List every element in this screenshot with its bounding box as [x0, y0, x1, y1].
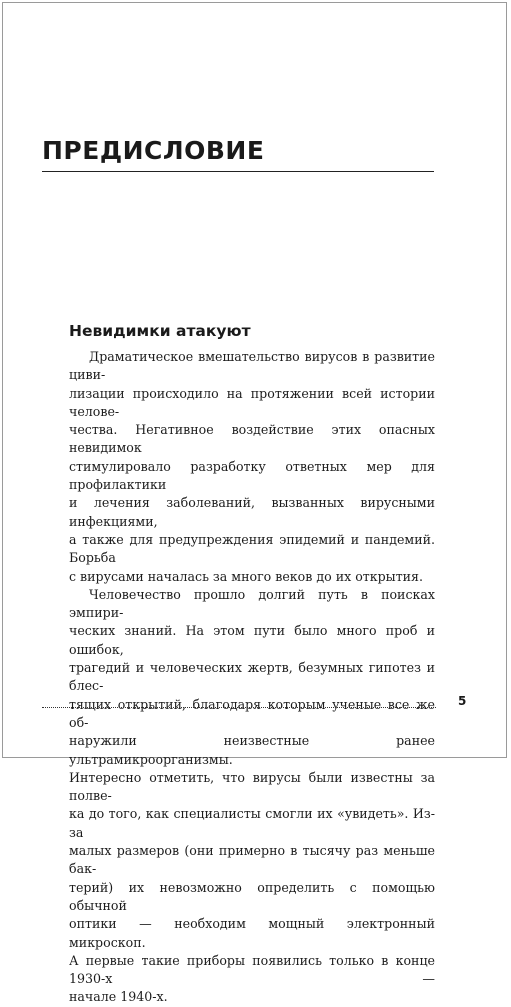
- page-number: 5: [458, 694, 467, 708]
- text-line: тящих открытий, благодаря которым ученые все же об-: [69, 696, 435, 730]
- text-line: терий) их невозможно определить с помощью обычной: [69, 879, 435, 913]
- text-line: наружили неизвестные ранее ультрамикроорганизмы.: [69, 733, 435, 767]
- text-line: с вирусами началась за много веков до их открытия.: [69, 568, 424, 584]
- text-line: Интересно отметить, что вирусы были известны за полве-: [69, 769, 435, 804]
- text-line: трагедий и человеческих жертв, безумных гипотез и блес-: [69, 660, 435, 694]
- text-line: лизации происходило на протяжении всей истории челове-: [69, 385, 435, 419]
- text-line: и лечения заболеваний, вызванных вирусными инфекциями,: [69, 495, 435, 529]
- text-line: Человечество прошло долгий путь в поисках эмпири-: [69, 586, 435, 621]
- book-page: [2, 2, 507, 1005]
- text-line: стимулировало разработку ответных мер для профилактики: [69, 458, 435, 493]
- text-line: а также для предупреждения эпидемий и пандемий. Борьба: [69, 531, 435, 566]
- text-line: Драматическое вмешательство вирусов в развитие циви-: [69, 349, 435, 383]
- text-line: А первые такие приборы появились только в конце 1930-х —: [69, 952, 435, 987]
- section-heading: Невидимки атакуют: [69, 322, 251, 340]
- body-text: [69, 348, 435, 1007]
- title-underline: [42, 171, 434, 172]
- text-line: оптики — необходим мощный электронный микроскоп.: [69, 916, 435, 950]
- text-line: малых размеров (они примерно в тысячу раз меньше бак-: [69, 843, 435, 877]
- footer-dotted-rule: [42, 707, 436, 708]
- chapter-title: ПРЕДИСЛОВИЕ: [42, 136, 265, 165]
- text-line: начале 1940-х.: [69, 989, 168, 1005]
- text-line: чества. Негативное воздействие этих опасных невидимок: [69, 422, 435, 456]
- text-line: ка до того, как специалисты смогли их «увидеть». Из-за: [69, 806, 435, 840]
- text-line: ческих знаний. На этом пути было много проб и ошибок,: [69, 623, 435, 657]
